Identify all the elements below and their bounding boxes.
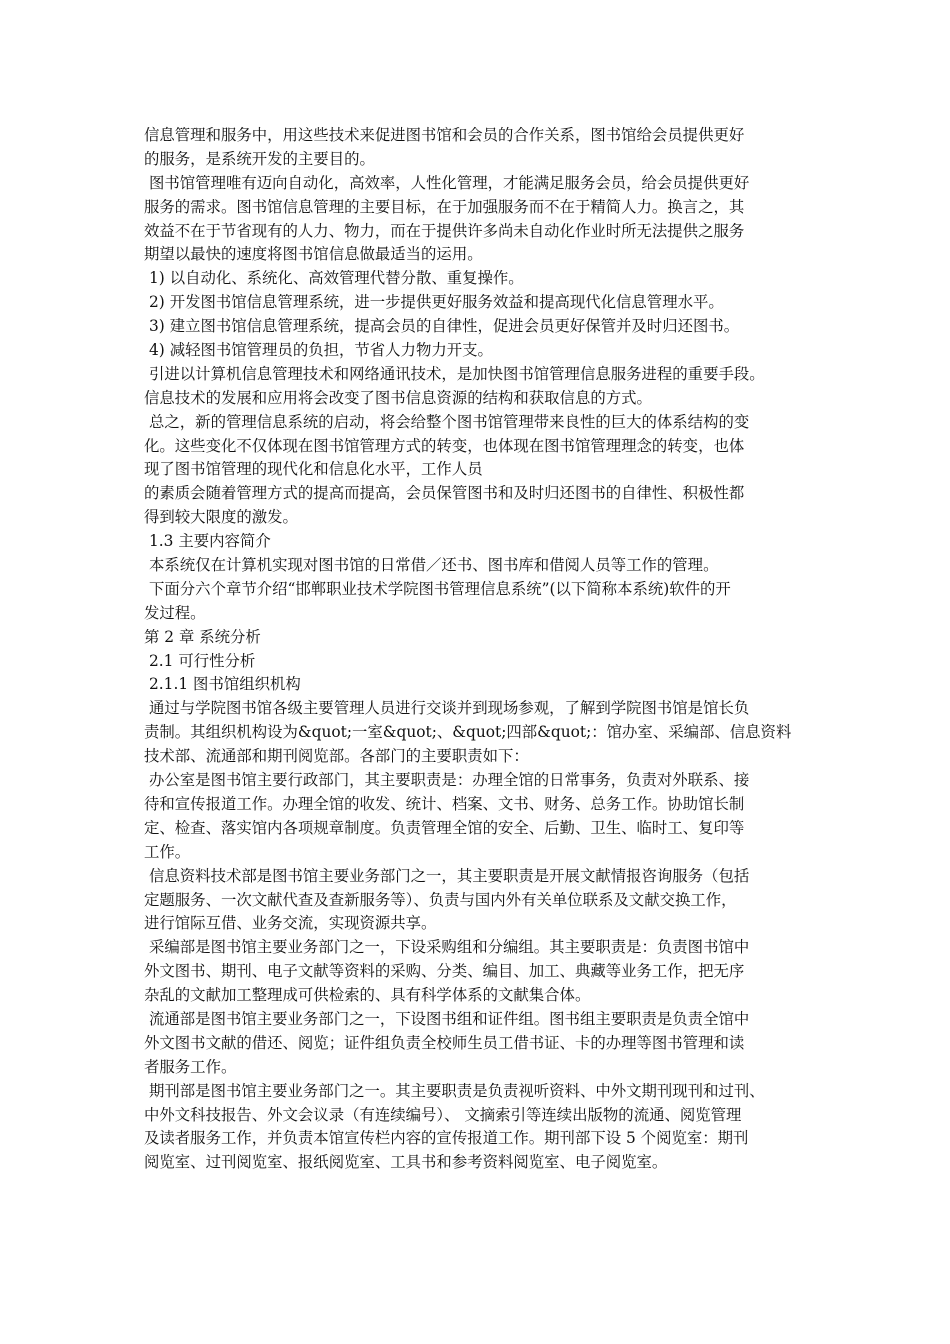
text-line: 杂乱的文献加工整理成可供检索的、具有科学体系的文献集合体。 [144,986,591,1005]
text-line: 服务的需求。图书馆信息管理的主要目标，在于加强服务而不在于精简人力。换言之，其 [144,197,745,216]
text-line: 2.1.1 图书馆组织机构 [149,675,301,694]
document-body [144,124,816,1175]
text-line: 责制。其组织机构设为&quot;一室&quot;、&quot;四部&quot;：馆办室、采编部、信息资料 [144,723,792,742]
text-line: 本系统仅在计算机实现对图书馆的日常借／还书、图书库和借阅人员等工作的管理。 [149,556,719,575]
text-line: 技术部、流通部和期刊阅览部。各部门的主要职责如下： [144,747,529,766]
text-line: 的素质会随着管理方式的提高而提高，会员保管图书和及时归还图书的自律性、积极性都 [144,484,745,503]
text-line: 待和宣传报道工作。办理全馆的收发、统计、档案、文书、财务、总务工作。协助馆长制 [144,794,745,813]
text-line: 信息资料技术部是图书馆主要业务部门之一，其主要职责是开展文献情报咨询服务（包括 [149,866,750,885]
text-line: 现了图书馆管理的现代化和信息化水平，工作人员 [144,460,483,479]
text-line: 引进以计算机信息管理技术和网络通讯技术，是加快图书馆管理信息服务进程的重要手段。 [149,364,765,383]
text-line: 期刊部是图书馆主要业务部门之一。其主要职责是负责视听资料、中外文期刊现刊和过刊、 [149,1081,765,1100]
text-line: 发过程。 [144,603,206,622]
text-line: 效益不在于节省现有的人力、物力，而在于提供许多尚未自动化作业时所无法提供之服务 [144,221,745,240]
text-line: 定、检查、落实馆内各项规章制度。负责管理全馆的安全、后勤、卫生、临时工、复印等 [144,818,745,837]
text-line: 期望以最快的速度将图书馆信息做最适当的运用。 [144,245,483,264]
text-line: 进行馆际互借、业务交流，实现资源共享。 [144,914,437,933]
text-line: 信息管理和服务中，用这些技术来促进图书馆和会员的合作关系，图书馆给会员提供更好 [144,126,745,144]
text-line: 下面分六个章节介绍“邯郸职业技术学院图书管理信息系统”(以下简称本系统)软件的开 [149,579,731,598]
text-line: 信息技术的发展和应用将会改变了图书信息资源的结构和获取信息的方式。 [144,388,652,407]
text-line: 3) 建立图书馆信息管理系统，提高会员的自律性，促进会员更好保管并及时归还图书。 [149,317,740,336]
text-line: 工作。 [144,842,191,861]
text-line: 2.1 可行性分析 [149,651,256,670]
text-line: 化。这些变化不仅体现在图书馆管理方式的转变，也体现在图书馆管理理念的转变，也体 [144,436,745,455]
text-line: 中外文科技报告、外文会议录（有连续编号）、 文摘索引等连续出版物的流通、阅览管理 [144,1105,742,1124]
text-line: 者服务工作。 [144,1057,237,1076]
text-line: 1) 以自动化、系统化、高效管理代替分散、重复操作。 [149,269,524,288]
text-line: 通过与学院图书馆各级主要管理人员进行交谈并到现场参观，了解到学院图书馆是馆长负 [149,699,750,718]
text-line: 的服务，是系统开发的主要目的。 [144,149,375,168]
text-line: 1.3 主要内容简介 [149,532,271,551]
text-line: 办公室是图书馆主要行政部门，其主要职责是：办理全馆的日常事务，负责对外联系、接 [149,771,750,790]
text-line: 外文图书、期刊、电子文献等资料的采购、分类、编目、加工、典藏等业务工作，把无序 [144,962,745,981]
text-line: 第 2 章 系统分析 [144,627,261,646]
text-line: 外文图书文献的借还、阅览；证件组负责全校师生员工借书证、卡的办理等图书管理和读 [144,1033,745,1052]
text-line: 定题服务、一次文献代查及查新服务等）、负责与国内外有关单位联系及文献交换工作， [144,890,737,909]
text-line: 阅览室、过刊阅览室、报纸阅览室、工具书和参考资料阅览室、电子阅览室。 [144,1153,668,1172]
text-line: 及读者服务工作，并负责本馆宣传栏内容的宣传报道工作。期刊部下设 5 个阅览室：期刊 [144,1129,749,1148]
text-line: 图书馆管理唯有迈向自动化，高效率，人性化管理，才能满足服务会员，给会员提供更好 [149,173,750,192]
text-line: 采编部是图书馆主要业务部门之一，下设采购组和分编组。其主要职责是：负责图书馆中 [149,938,750,957]
text-line: 得到较大限度的激发。 [144,508,298,527]
text-line: 4) 减轻图书馆管理员的负担，节省人力物力开支。 [149,341,493,360]
text-line: 2) 开发图书馆信息管理系统，进一步提供更好服务效益和提高现代化信息管理水平。 [149,293,724,312]
text-line: 总之，新的管理信息系统的启动，将会给整个图书馆管理带来良性的巨大的体系结构的变 [149,412,750,431]
text-line: 流通部是图书馆主要业务部门之一，下设图书组和证件组。图书组主要职责是负责全馆中 [149,1009,750,1028]
